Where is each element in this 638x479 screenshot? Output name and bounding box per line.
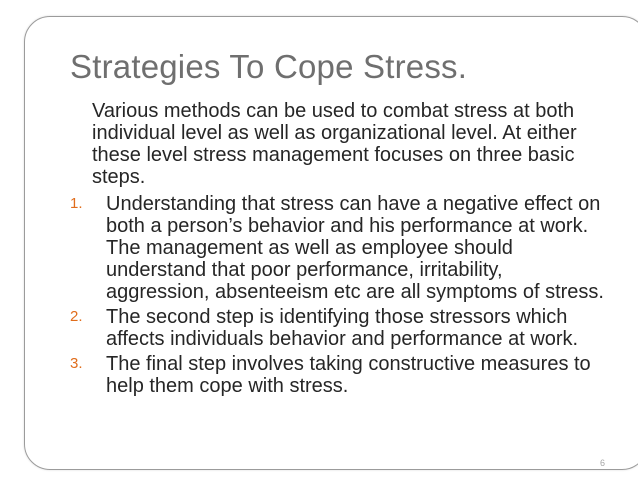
- intro-bullet-item: [70, 100, 610, 188]
- step-item-3: [70, 353, 610, 397]
- step-number-1: 1.: [70, 195, 83, 212]
- page-number: 6: [600, 458, 606, 468]
- step-number-3: 3.: [70, 355, 83, 372]
- slide-title: Strategies To Cope Stress.: [70, 48, 468, 85]
- step-text-2: The second step is identifying those stressors which affects individuals behavior and performance at work.: [106, 306, 579, 350]
- step-text-1: Understanding that stress can have a negative effect on both a person’s behavior and his performance at work. The management as well as employee should understand that poor performance, irritability, aggression, absenteeism etc are all symptoms of stress.: [106, 193, 604, 303]
- step-text-3: The final step involves taking constructive measures to help them cope with stress.: [106, 353, 591, 397]
- step-item-1: [70, 193, 610, 303]
- intro-text: Various methods can be used to combat stress at both individual level as well as organizational level. At either these level stress management focuses on three basic steps.: [92, 100, 577, 188]
- slide-body: [70, 100, 610, 400]
- step-item-2: [70, 306, 610, 350]
- step-number-2: 2.: [70, 308, 83, 325]
